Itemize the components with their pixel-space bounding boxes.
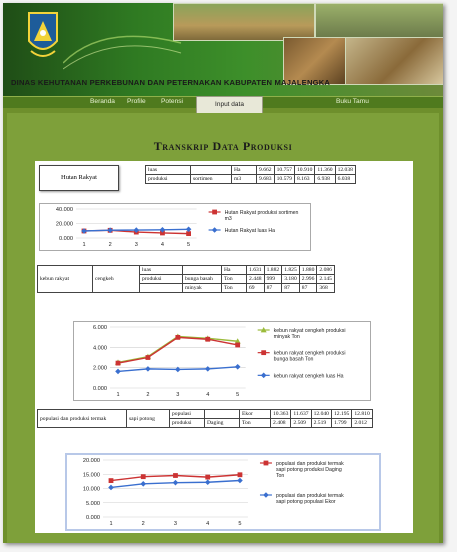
hutan-rakyat-table (145, 165, 356, 184)
header-banner (3, 3, 443, 96)
series-line (118, 337, 238, 363)
legend-label: kebun rakyat cengkeh produksi minyak Ton (273, 328, 346, 340)
table-cell: luas (140, 266, 183, 275)
table-cell: 12.195 (331, 410, 351, 419)
y-tick-label: 2.000 (93, 365, 107, 372)
table-cell: Ton (222, 275, 247, 284)
table-cell: 1.631 (247, 266, 265, 275)
y-tick-label: 20.000 (55, 221, 73, 228)
table-row (146, 166, 356, 175)
line-chart-svg (40, 204, 310, 250)
table-cell: sortimen (191, 175, 232, 184)
table-cell: 10.579 (274, 175, 294, 184)
data-point (261, 373, 267, 379)
table-row (38, 266, 335, 275)
legend-label: kebun rakyat cengkeh luas Ha (273, 373, 344, 380)
data-point (205, 479, 211, 485)
majalengka-logo-icon (25, 11, 61, 59)
data-point (173, 473, 178, 478)
nav-potensi[interactable]: Potensi (161, 98, 183, 105)
banner-swirl (63, 23, 183, 73)
table-cell: Daging (205, 419, 240, 428)
table-cell: 1.825 (282, 266, 300, 275)
table-cell: 12.040 (311, 410, 331, 419)
x-tick-label: 1 (116, 392, 120, 398)
x-tick-label: 5 (236, 392, 240, 398)
legend-label: populasi dan produksi termak sapi potong produksi Daging Ton (275, 461, 344, 479)
data-point (263, 492, 269, 498)
table-cell: produksi (140, 275, 183, 284)
table-cell: 10.910 (294, 166, 314, 175)
table-cell: 2.519 (311, 419, 331, 428)
data-point (116, 361, 121, 366)
table-cell: 999 (264, 275, 282, 284)
x-tick-label: 2 (141, 521, 145, 527)
line-chart-svg (67, 455, 379, 529)
table-cell: 1.880 (299, 266, 317, 275)
kebun-rakyat-chart (73, 321, 371, 401)
farm-photo (315, 3, 443, 39)
data-point (145, 366, 151, 372)
sapi-potong-chart (65, 453, 381, 531)
page-frame (3, 3, 443, 543)
table-cell: cengkeh (93, 266, 140, 293)
nav-buku-tamu[interactable]: Buku Tamu (336, 98, 369, 105)
data-point (264, 461, 269, 466)
nav-beranda[interactable]: Beranda (90, 98, 115, 105)
table-cell: 11.360 (315, 166, 335, 175)
data-point (175, 335, 180, 340)
x-tick-label: 4 (160, 242, 165, 248)
table-cell: 9.683 (257, 175, 275, 184)
legend-label: Hutan Rakyat luas Ha (224, 228, 276, 234)
table-cell: Ton (240, 419, 271, 428)
table-cell: luas (146, 166, 191, 175)
data-point (108, 485, 114, 491)
table-cell: 368 (317, 284, 335, 293)
line-chart-svg (74, 322, 370, 400)
y-tick-label: 4.000 (93, 345, 107, 352)
x-tick-label: 3 (176, 392, 180, 398)
main-content (7, 113, 439, 543)
data-point (140, 481, 146, 487)
table-cell (183, 266, 222, 275)
table-cell: 2.509 (291, 419, 311, 428)
y-tick-label: 0.000 (59, 236, 73, 242)
x-tick-label: 2 (146, 392, 150, 398)
hutan-rakyat-label: Hutan Rakyat (39, 165, 119, 191)
y-tick-label: 20.000 (82, 458, 100, 464)
table-cell: bunga basah (183, 275, 222, 284)
data-point (205, 337, 210, 342)
legend-label: populasi dan produksi termak sapi potong populasi Ekor (275, 493, 344, 505)
x-tick-label: 1 (82, 242, 86, 248)
y-tick-label: 5.000 (86, 500, 100, 507)
table-cell: 3.180 (282, 275, 300, 284)
data-point (205, 366, 211, 372)
sapi-potong-table (37, 409, 373, 428)
table-cell: 2.086 (317, 266, 335, 275)
table-cell: Ha (222, 266, 247, 275)
table-cell: 10.363 (271, 410, 291, 419)
table-cell: produksi (170, 419, 205, 428)
data-point (146, 355, 151, 360)
x-tick-label: 2 (108, 242, 112, 248)
y-tick-label: 0.000 (86, 515, 100, 521)
table-cell (191, 166, 232, 175)
table-cell: sapi potong (127, 410, 170, 428)
table-cell: 2.996 (299, 275, 317, 284)
table-cell: 8.163 (294, 175, 314, 184)
x-tick-label: 4 (206, 521, 210, 527)
table-cell: Ton (222, 284, 247, 293)
data-point (238, 472, 243, 477)
table-cell: Ekor (240, 410, 271, 419)
data-point (115, 369, 121, 375)
legend-label: kebun rakyat cengkeh produksi bunga basah Ton (273, 350, 346, 363)
y-tick-label: 10.000 (82, 486, 100, 493)
table-cell: 2.448 (247, 275, 265, 284)
data-document (35, 161, 413, 533)
data-point (235, 364, 241, 370)
table-cell: populasi (170, 410, 205, 419)
table-cell: 1.882 (264, 266, 282, 275)
table-cell: populasi dan produksi termak (38, 410, 127, 428)
x-tick-label: 5 (187, 242, 191, 248)
table-cell: 87 (264, 284, 282, 293)
data-point (141, 474, 146, 479)
data-point (173, 480, 179, 486)
x-tick-label: 4 (206, 392, 210, 398)
cattle-photo (173, 3, 315, 41)
y-tick-label: 15.000 (82, 472, 100, 479)
table-cell: 12.810 (352, 410, 372, 419)
agency-title: DINAS KEHUTANAN PERKEBUNAN DAN PETERNAKAN KABUPATEN MAJALENGKA (11, 78, 331, 87)
data-point (237, 478, 243, 484)
legend-label: Hutan Rakyat produksi sortimen m3 (224, 210, 299, 222)
data-point (212, 227, 218, 233)
x-tick-label: 3 (134, 242, 138, 248)
table-cell: 1.799 (331, 419, 351, 428)
table-cell: 2.145 (317, 275, 335, 284)
y-tick-label: 40.000 (55, 207, 73, 213)
table-row (38, 410, 373, 419)
barn-photo (345, 37, 443, 85)
nav-input-data[interactable]: Input data (196, 96, 263, 114)
table-cell: produksi (146, 175, 191, 184)
table-cell: 87 (299, 284, 317, 293)
page-title: Transkrip Data Produksi (153, 139, 293, 153)
x-tick-label: 1 (109, 521, 113, 527)
table-cell: 11.637 (291, 410, 311, 419)
y-tick-label: 6.000 (93, 325, 107, 331)
hutan-rakyat-chart (39, 203, 311, 251)
table-cell: Ha (232, 166, 257, 175)
data-point (109, 478, 114, 483)
table-cell: 6.038 (335, 175, 355, 184)
data-point (261, 350, 266, 355)
table-cell (205, 410, 240, 419)
data-point (235, 343, 240, 348)
table-cell: m3 (232, 175, 257, 184)
table-cell: kebun rakyat (38, 266, 93, 293)
table-cell: 87 (282, 284, 300, 293)
table-cell (140, 284, 183, 293)
nav-profile[interactable]: Profile (127, 98, 146, 105)
table-cell: 6.938 (315, 175, 335, 184)
table-cell: 12.038 (335, 166, 355, 175)
y-tick-label: 0.000 (93, 386, 107, 392)
table-row (146, 175, 356, 184)
data-point (212, 210, 217, 215)
data-point (205, 475, 210, 480)
kebun-rakyat-table (37, 265, 335, 293)
series-line (118, 336, 238, 362)
table-cell: 2.408 (271, 419, 291, 428)
table-cell: 69 (247, 284, 265, 293)
x-tick-label: 3 (173, 521, 178, 527)
table-cell: minyak (183, 284, 222, 293)
table-cell: 9.662 (257, 166, 275, 175)
x-tick-label: 5 (238, 521, 242, 527)
table-cell: 2.012 (352, 419, 372, 428)
table-cell: 10.757 (274, 166, 294, 175)
